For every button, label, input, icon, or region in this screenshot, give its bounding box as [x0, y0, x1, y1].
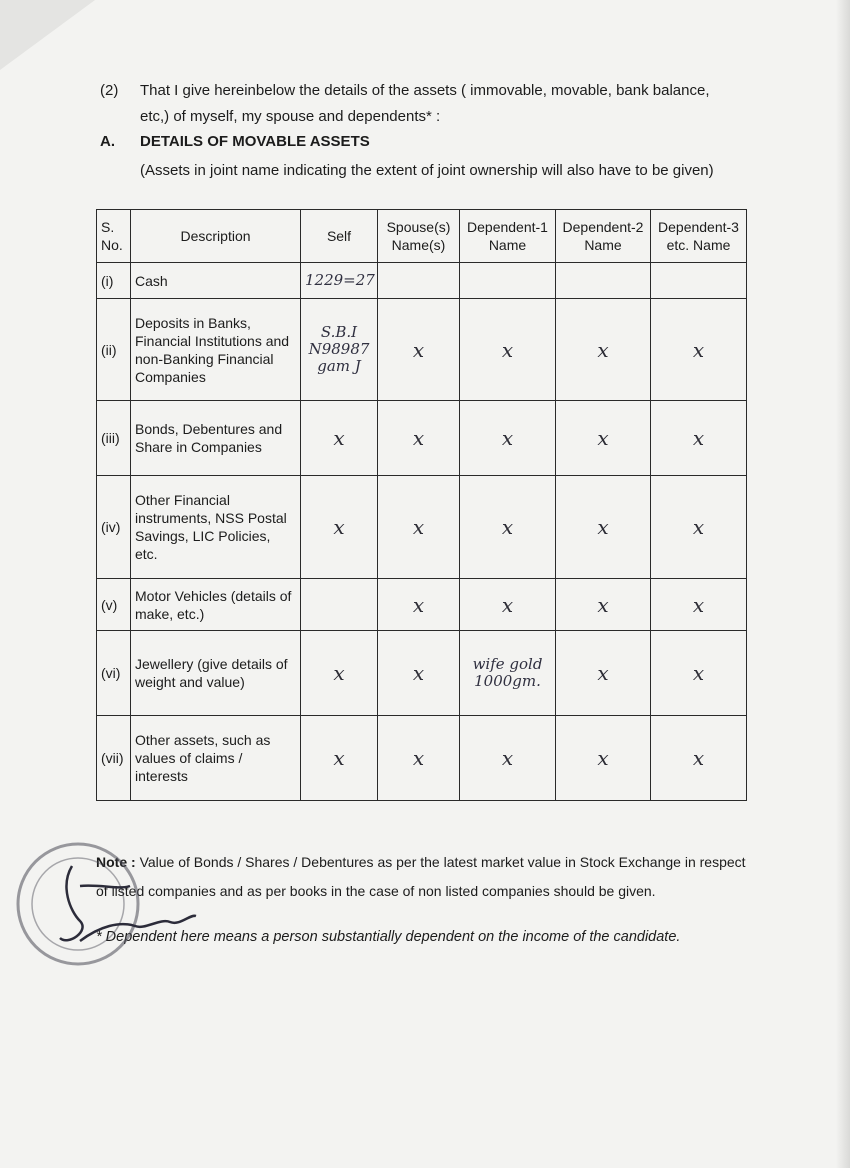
- row-number: (vii): [97, 716, 131, 801]
- header-spouse: Spouse(s) Name(s): [378, 210, 460, 263]
- header-self: Self: [301, 210, 378, 263]
- header-description: Description: [131, 210, 301, 263]
- cell-dependent-1: [460, 263, 556, 299]
- cell-spouse: x: [378, 716, 460, 801]
- dependent-footnote: * Dependent here means a person substantially dependent on the income of the candidate.: [96, 929, 681, 945]
- cell-dependent-1: wife gold 1000gm.: [460, 631, 556, 716]
- cell-self: [301, 579, 378, 631]
- row-number: (iv): [97, 476, 131, 579]
- section-title: DETAILS OF MOVABLE ASSETS: [140, 133, 370, 150]
- note-text: Value of Bonds / Shares / Debentures as per the latest market value in Stock Exchange in respect of listed companies and as per books in the case of non listed companies should be given.: [96, 854, 746, 899]
- cell-dependent-3: [651, 263, 747, 299]
- intro-text: That I give hereinbelow the details of the assets ( immovable, movable, bank balance, etc,) of myself, my spouse and dependents* :: [140, 82, 710, 125]
- row-description: Jewellery (give details of weight and value): [131, 631, 301, 716]
- cell-dependent-1: x: [460, 579, 556, 631]
- cell-spouse: x: [378, 631, 460, 716]
- cell-dependent-2: x: [556, 631, 651, 716]
- row-number: (iii): [97, 401, 131, 476]
- movable-assets-table: [96, 209, 747, 801]
- header-dependent-2: Dependent-2 Name: [556, 210, 651, 263]
- cell-dependent-2: x: [556, 579, 651, 631]
- cell-self: x: [301, 401, 378, 476]
- cell-spouse: x: [378, 401, 460, 476]
- cell-dependent-1: x: [460, 476, 556, 579]
- row-number: (ii): [97, 299, 131, 401]
- cell-self: x: [301, 476, 378, 579]
- page-edge-shadow: [836, 0, 850, 1168]
- seal-and-signature: [10, 826, 210, 976]
- header-dependent-3: Dependent-3 etc. Name: [651, 210, 747, 263]
- table-row: [97, 263, 747, 299]
- cell-spouse: x: [378, 579, 460, 631]
- cell-dependent-3: x: [651, 476, 747, 579]
- cell-dependent-3: x: [651, 631, 747, 716]
- cell-self: 1229=27: [301, 263, 378, 299]
- folded-corner: [0, 0, 95, 70]
- row-description: Other Financial instruments, NSS Postal Savings, LIC Policies, etc.: [131, 476, 301, 579]
- table-row: [97, 579, 747, 631]
- cell-spouse: x: [378, 476, 460, 579]
- cell-dependent-2: x: [556, 716, 651, 801]
- note-label: Note :: [96, 854, 136, 870]
- table-header-row: [97, 210, 747, 263]
- cell-dependent-3: x: [651, 299, 747, 401]
- cell-self: S.B.I N98987 gam J: [301, 299, 378, 401]
- cell-dependent-2: x: [556, 401, 651, 476]
- cell-dependent-1: x: [460, 299, 556, 401]
- cell-spouse: x: [378, 299, 460, 401]
- cell-dependent-2: x: [556, 299, 651, 401]
- row-description: Deposits in Banks, Financial Institutions and non-Banking Financial Companies: [131, 299, 301, 401]
- row-description: Cash: [131, 263, 301, 299]
- cell-dependent-1: x: [460, 716, 556, 801]
- clause-number: (2): [100, 82, 119, 99]
- row-description: Bonds, Debentures and Share in Companies: [131, 401, 301, 476]
- row-description: Other assets, such as values of claims / interests: [131, 716, 301, 801]
- cell-dependent-3: x: [651, 716, 747, 801]
- row-number: (v): [97, 579, 131, 631]
- section-letter: A.: [100, 133, 115, 150]
- cell-dependent-1: x: [460, 401, 556, 476]
- cell-dependent-3: x: [651, 579, 747, 631]
- row-number: (i): [97, 263, 131, 299]
- row-number: (vi): [97, 631, 131, 716]
- cell-self: x: [301, 716, 378, 801]
- cell-self: x: [301, 631, 378, 716]
- table-row: [97, 631, 747, 716]
- header-sno: S. No.: [97, 210, 131, 263]
- row-description: Motor Vehicles (details of make, etc.): [131, 579, 301, 631]
- cell-spouse: [378, 263, 460, 299]
- cell-dependent-3: x: [651, 401, 747, 476]
- table-row: [97, 716, 747, 801]
- cell-dependent-2: x: [556, 476, 651, 579]
- joint-ownership-note: (Assets in joint name indicating the extent of joint ownership will also have to be given): [140, 162, 714, 179]
- table-row: [97, 401, 747, 476]
- table-row: [97, 299, 747, 401]
- header-dependent-1: Dependent-1 Name: [460, 210, 556, 263]
- cell-dependent-2: [556, 263, 651, 299]
- table-row: [97, 476, 747, 579]
